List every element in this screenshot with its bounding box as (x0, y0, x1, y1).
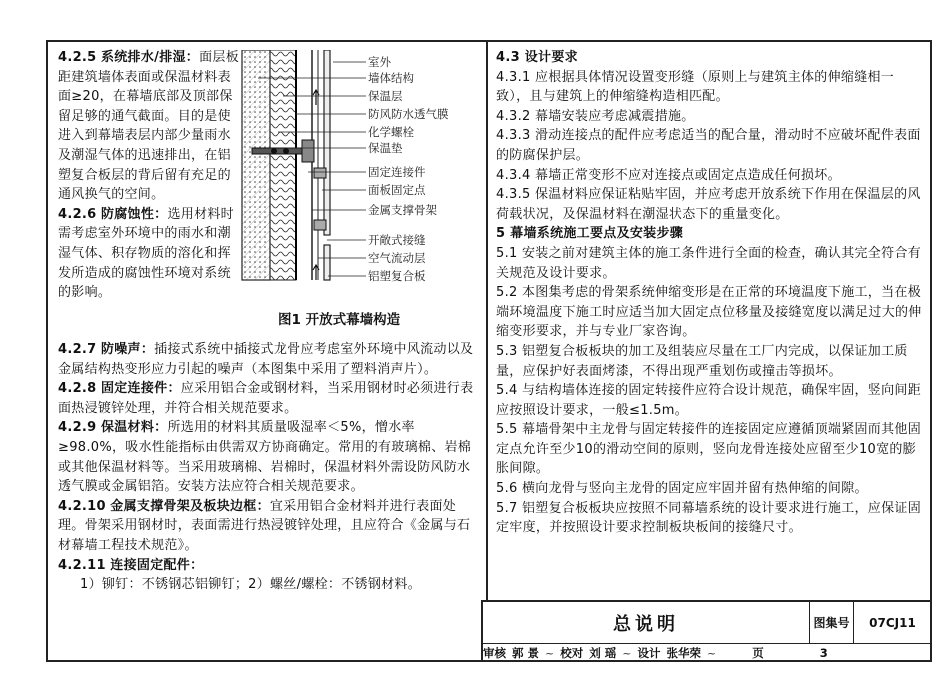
para-4-3-2: 4.3.2 幕墙安装应考虑减震措施。 (496, 108, 695, 124)
right-column (496, 48, 924, 538)
design-signature: ~ (706, 646, 717, 660)
label-air: 空气流动层 (368, 251, 426, 265)
wall-section-drawing (238, 50, 486, 332)
para-4-2-10: 4.2.10 金属支撑骨架及板块边框：宜采用铝合金材料并进行表面处理。骨架采用钢材时，表面需进行热浸镀锌处理，且应符合《金属与石材幕墙工程技术规范》。 (58, 498, 471, 553)
heading-5: 5 幕墙系统施工要点及安装步骤 (496, 226, 684, 242)
label-frame: 金属支撑骨架 (368, 203, 437, 217)
label-connector: 固定连接件 (368, 165, 426, 179)
label-wall: 墙体结构 (368, 71, 414, 85)
atlas-number: 07CJ11 (854, 602, 932, 644)
para-5-2: 5.2 本图集考虑的骨架系统伸缩变形是在正常的环境温度下施工，当在极端环境温度下施工时应适当加大固定点位移量及接缝宽度以满足过大的伸缩变形要求，并与专业厂家咨询。 (496, 285, 922, 340)
para-4-2-6: 4.2.6 防腐蚀性：选用材料时需考虑室外环境中的雨水和潮湿气体、积存物质的溶化和挥发所造成的腐蚀性环境对系统的影响。 (58, 206, 234, 301)
para-4-3-1: 4.3.1 应根据具体情况设置变形缝（原则上与建筑主体的伸缩缝相一致），且与建筑上的伸缩缝构造相匹配。 (496, 69, 895, 105)
label-joint: 开敞式接缝 (368, 233, 426, 247)
design-label: 设计 (637, 646, 661, 660)
left-top-column (58, 48, 240, 303)
heading-4-3: 4.3 设计要求 (496, 50, 578, 65)
para-5-5: 5.5 幕墙骨架中主龙骨与固定转接件的连接固定应遵循顶端紧固而其他固定点允许至少10的滑动空间的原则，竖向龙骨连接处应留至少10宽的膨胀间隙。 (496, 422, 922, 477)
para-4-2-11-items: 1）铆钉：不锈钢芯铝铆钉；2）螺丝/螺栓：不锈钢材料。 (80, 577, 422, 593)
para-5-1: 5.1 安装之前对建筑主体的施工条件进行全面的检查，确认其完全符合有关规范及设计要求。 (496, 245, 922, 281)
para-5-4: 5.4 与结构墙体连接的固定转接件应符合设计规范，确保牢固，竖向间距应按照设计要求，一般≤1.5m。 (496, 383, 922, 418)
review-signature: ~ (545, 646, 555, 660)
label-pad: 保温垫 (368, 141, 403, 155)
para-5-7: 5.7 铝塑复合板板块应按照不同幕墙系统的设计要求进行施工，应保证固定牢度，并按照设计要求控制板块板间的接缝尺寸。 (496, 500, 922, 536)
curtain-wall-figure (238, 50, 486, 332)
label-panel: 铝塑复合板 (368, 269, 426, 283)
check-name: 刘 瑶 (589, 646, 617, 660)
para-5-3: 5.3 铝塑复合板板块的加工及组装应尽量在工厂内完成，以保证加工质量，应保护好表面烤漆，不得出现严重划伤或撞击等损坏。 (496, 343, 908, 379)
signature-row (483, 644, 932, 662)
para-5-6: 5.6 横向龙骨与竖向主龙骨的固定应牢固并留有热伸缩的间隙。 (496, 481, 868, 497)
para-4-2-5: 4.2.5 系统排水/排湿：面层板距建筑墙体表面或保温材料表面≥20，在幕墙底部及顶部保留足够的通气截面。目的是使进入到幕墙表层内部少量雨水及潮湿气体的迅速排出，在铝塑复合板层的背后留有充足的通风换气的空间。 (58, 50, 240, 203)
figure-caption: 图1 开放式幕墙构造 (278, 312, 401, 328)
fixing-connector (302, 140, 314, 162)
page-label: 页 (752, 646, 764, 660)
label-exterior: 室外 (368, 55, 391, 69)
para-4-2-11: 4.2.11 连接固定配件： (58, 557, 204, 573)
page-number: 3 (819, 646, 828, 660)
sheet-title: 总说明 (483, 602, 810, 644)
title-block (481, 600, 932, 662)
left-bottom-column (58, 340, 478, 595)
para-4-3-3: 4.3.3 滑动连接点的配件应考虑适当的配合量，滑动时不应破坏配件表面的防腐保护层。 (496, 128, 921, 163)
atlas-label: 图集号 (810, 602, 854, 644)
para-4-2-8: 4.2.8 固定连接件：应采用铝合金或钢材料，当采用钢材时必须进行表面热浸镀锌处理，并符合相关规范要求。 (58, 381, 474, 416)
check-signature: ~ (622, 646, 632, 660)
check-label: 校对 (560, 646, 584, 660)
label-bolt: 化学螺栓 (368, 125, 414, 139)
label-membrane: 防风防水透气膜 (368, 107, 449, 121)
design-name: 张华荣 (666, 646, 701, 660)
insulation-layer (270, 50, 296, 280)
para-4-3-5: 4.3.5 保温材料应保证粘贴牢固，并应考虑开放系统下作用在保温层的风荷载状况，及保温材料在潮湿状态下的重量变化。 (496, 187, 921, 222)
para-4-2-7: 4.2.7 防噪声：插接式系统中插接式龙骨应考虑室外环境中风流动以及金属结构热变形应力引起的噪声（本图集中采用了塑料消声片）。 (58, 342, 474, 377)
label-insulation: 保温层 (368, 89, 403, 103)
label-fix-point: 面板固定点 (368, 183, 426, 197)
para-4-3-4: 4.3.4 幕墙正常变形不应对连接点或固定点造成任何损坏。 (496, 167, 841, 183)
review-name: 郭 景 (512, 646, 540, 660)
column-divider (486, 40, 488, 600)
para-4-2-9: 4.2.9 保温材料：所选用的材料其质量吸湿率＜5%，憎水率≥98.0%，吸水性能指标由供需双方协商确定。常用的有玻璃棉、岩棉或其他保温材料等。当采用玻璃棉、岩棉时，保温材料外需设防风防水透气膜或金属铝箔。安装方法应符合相关规范要求。 (58, 420, 472, 495)
review-label: 审核 (483, 646, 506, 660)
